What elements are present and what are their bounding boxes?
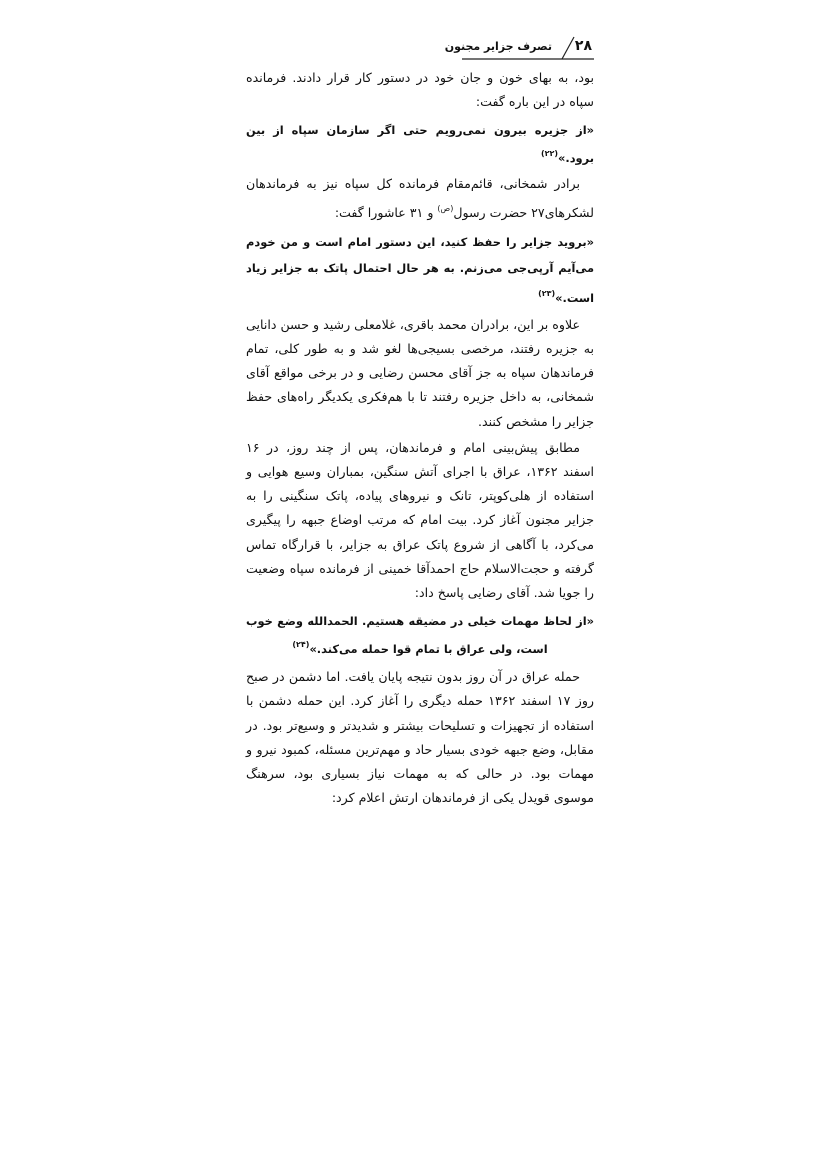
footnote-ref-24: (۲۴) [292,640,310,650]
quote-1 [246,118,594,170]
footnote-ref-23: (۲۳) [538,288,556,298]
quote-2 [246,229,594,311]
paragraph-3: علاوه بر این، برادران محمد باقری، غلامعلی رشید و حسن دانایی به جزیره رفتند، مرخصی بسیجی‌ها لغو شد و به طور کلی، تمام فرماندهان سپاه به جز آقای محسن رضایی و در برخی مواقع آقای شمخانی، به داخل جزیره رفتند تا با هم‌فکری یکدیگر راه‌های حفظ جزایر را مشخص کنند. [245,316,594,429]
page-number: ۲۸ [574,38,592,54]
honorific-superscript: (ص) [437,203,454,213]
quote-1-text: «از جزیره بیرون نمی‌رویم حتی اگر سازمان سپاه از بین برود.» [246,123,594,166]
quote-3-text: است، ولی عراق با تمام قوا حمله می‌کند.» [309,642,548,657]
page-body [246,66,594,810]
quote-3-line-1: «از لحاظ مهمات خیلی در مضیقه هستیم. الحمدالله وضع خوب [246,614,594,629]
paragraph-2-text-b: و ۳۱ عاشورا گفت: [334,204,438,220]
footnote-ref-22: (۲۲) [540,149,559,159]
paragraph-4: مطابق پیش‌بینی امام و فرماندهان، پس از چند روز، در ۱۶ اسفند ۱۳۶۲، عراق با اجرای آتش سنگین، بمباران وسیع هوایی و استفاده از هلی‌کوپتر، تانک و نیروهای پیاده، پاتک سنگینی را به جزایر مجنون آغاز کرد. بیت امام که مرتب اوضاع جبهه را پیگیری می‌کرد، با آگاهی از شروع پاتک عراق به جزایر، با قرارگاه تماس گرفته و حجت‌الاسلام حاج احمدآقا خمینی از فرمانده سپاه وضعیت را جویا شد. آقای رضایی پاسخ داد: [246,439,594,601]
quote-2-text: «بروید جزایر را حفظ کنید، این دستور امام است و من خودم می‌آیم آرپی‌جی می‌زنم. به هر حال احتمال پاتک به جزایر زیاد است.» [246,234,594,305]
paragraph-2 [246,172,594,224]
paragraph-2-text-a: برادر شمخانی، قائم‌مقام فرمانده کل سپاه نیز به فرماندهان لشکرهای۲۷ حضرت رسول [246,176,594,220]
page-header [444,34,594,62]
quote-3-line-2 [246,633,594,661]
running-title: تصرف جزایر مجنون [444,40,552,53]
paragraph-5: حمله عراق در آن روز بدون نتیجه پایان یافت. اما دشمن در صبح روز ۱۷ اسفند ۱۳۶۲ حمله دیگری را آغاز کرد. این حمله دشمن با استفاده از تجهیزات و تسلیحات بیشتر و شدیدتر و وسیع‌تر بود. در مقابل، وضع جبهه خودی بسیار حاد و مهم‌ترین مسئله، کمبود نیرو و مهمات بود. در حالی که به مهمات نیاز بسیاری بود، سرهنگ موسوی قویدل یکی از فرماندهان ارتش اعلام کرد: [246,669,594,806]
paragraph-1: بود، به بهای خون و جان خود در دستور کار قرار دادند. فرمانده سپاه در این باره گفت: [246,70,594,110]
